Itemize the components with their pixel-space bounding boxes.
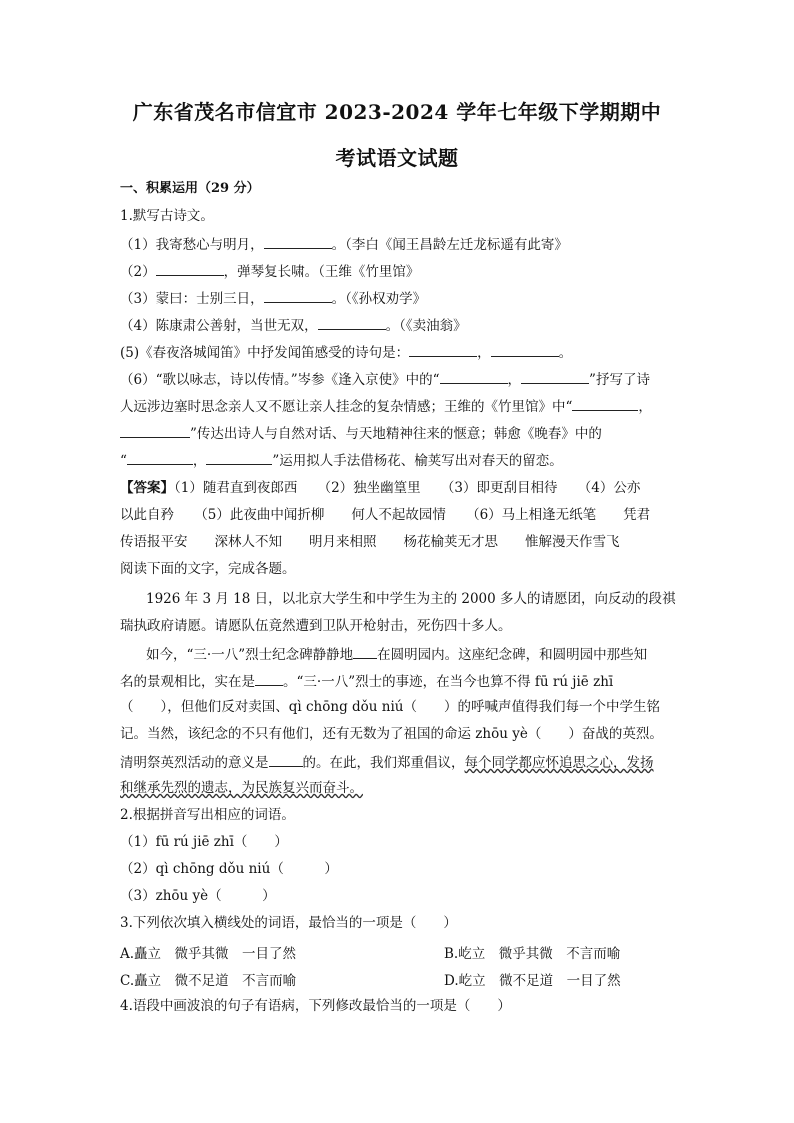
q1-item4: [120, 315, 467, 335]
answer-blank: [127, 450, 193, 465]
section-heading: 一、积累运用（29 分）: [120, 181, 260, 196]
passage-p1-line1: 1926 年 3 月 18 日，以北京大学生和中学生为主的 2000 多人的请愿团，向反动的段祺: [146, 591, 676, 607]
q1-item6-line2: [120, 396, 652, 416]
answer-blank: [264, 234, 332, 249]
passage-p1-line2: 瑞执政府请愿。请愿队伍竟然遭到卫队开枪射击，死伤四十多人。: [120, 618, 512, 634]
q1-item2-text-a: （2）: [120, 264, 156, 280]
q3-option-d: D.屹立 微不足道 一目了然: [444, 973, 621, 989]
passage-p2-line2: [120, 671, 613, 691]
page-title-line1: 广东省茂名市信宜市 2023-2024 学年七年级下学期期中: [132, 100, 662, 124]
answer-blank: [409, 342, 477, 357]
q1-item6-line1: [120, 369, 650, 389]
passage-text: 名的景观相比，实在是: [120, 674, 255, 690]
answer-blank: [521, 369, 589, 384]
answer-blank: [264, 288, 332, 303]
passage-text: 在圆明园内。这座纪念碑，和圆明园中那些知: [377, 647, 648, 663]
q1-item4-text-a: （4）陈康肃公善射，当世无双，: [120, 318, 318, 334]
q2-item3: （3）zhōu yè（ ）: [120, 888, 276, 904]
fill-blank: [353, 644, 377, 659]
passage-p2-line3: （ ），但他们反对卖国、qì chōng dǒu niú（ ）的呼喊声值得我们每一个中学生铭: [120, 699, 660, 715]
answer-blank: [120, 423, 190, 438]
q1-item6-text-a: （6）“歌以咏志，诗以传情。”岑参《逢入京使》中的“: [120, 372, 440, 388]
q1-item3-text-b: 。（《孙权劝学》: [331, 291, 427, 307]
q4-stem: 4.语段中画波浪的句子有语病，下列修改最恰当的一项是（ ）: [120, 998, 511, 1014]
q1-item3-text-a: （3）蒙曰：士别三日，: [120, 291, 264, 307]
q1-item5-text-c: 。: [558, 345, 573, 361]
q3-option-a: A.矗立 微乎其微 一目了然: [120, 946, 297, 962]
answer-tag: 【答案】: [120, 480, 174, 496]
answer-blank: [491, 342, 559, 357]
q1-item4-text-b: 。（《卖油翁》: [385, 318, 467, 334]
q3-option-b: B.屹立 微乎其微 不言而喻: [444, 946, 621, 962]
answer-blank: [440, 369, 508, 384]
q1-item5-text-b: ，: [477, 345, 491, 361]
passage-p2-line1: [146, 644, 647, 664]
q1-item2-text-b: ，弹琴复长啸。（王维《竹里馆》: [223, 264, 420, 280]
q1-item5: [120, 342, 572, 362]
q3-stem: 3.下列依次填入横线处的词语，最恰当的一项是（ ）: [120, 915, 457, 931]
passage-p2-line4: 记。当然，该纪念的不只有他们，还有无数为了祖国的命运 zhōu yè（ ）奋战的英烈。: [120, 726, 663, 742]
q2-stem: 2.根据拼音写出相应的词语。: [120, 807, 295, 823]
q1-item6-text-i: ”运用拟人手法借杨花、榆荚写出对春天的留恋。: [272, 453, 563, 469]
q2-item2: （2）qì chōng dǒu niú（ ）: [120, 861, 338, 877]
q1-item6-line3: [120, 423, 602, 443]
fill-blank: [269, 752, 303, 767]
q1-item6-text-b: ，: [507, 372, 522, 388]
passage-text: 的。在此，我们郑重倡议，: [302, 755, 465, 771]
q1-item1-text-a: （1）我寄愁心与明月，: [120, 237, 264, 253]
page-title-line2: 考试语文试题: [335, 146, 459, 170]
answer-blank: [206, 450, 272, 465]
q1-item6-text-g: “: [120, 453, 127, 469]
q1-item6-text-d: 人远涉边塞时思念亲人又不愿让亲人挂念的复杂情感；王维的《竹里馆》中“: [120, 399, 573, 415]
answer-blank: [156, 261, 224, 276]
q2-item1: （1）fū rú jiē zhī（ ）: [120, 834, 288, 850]
q1-item6-text-e: ，: [638, 399, 652, 415]
answer-blank: [318, 315, 386, 330]
q1-item5-text-a: (5)《春夜洛城闻笛》中抒发闻笛感受的诗句是：: [120, 345, 410, 361]
q1-item6-text-c: ”抒写了诗: [589, 372, 650, 388]
answer-blank: [572, 396, 638, 411]
q1-item1-text-b: 。（李白《闻王昌龄左迁龙标遥有此寄》: [331, 237, 568, 253]
q1-item6-text-f: ”传达出诗人与自然对话、与天地精神往来的惬意；韩愈《晚春》中的: [190, 426, 602, 442]
passage-p2-line5: [120, 752, 654, 772]
passage-text: 如今，“三·一八”烈士纪念碑静静地: [146, 647, 354, 663]
q1-item6-line4: [120, 450, 563, 470]
passage-text: 。“三·一八”烈士的事迹，在当今也算不得 fū rú jiē zhī: [283, 674, 614, 690]
wavy-underlined-sentence: 每个同学都应怀追思之心，发扬: [464, 755, 654, 771]
answer-text-1: （1）随君直到夜郎西 （2）独坐幽篁里 （3）即更刮目相待 （4）公亦: [174, 480, 641, 496]
reading-intro: 阅读下面的文字，完成各题。: [120, 561, 296, 577]
fill-blank: [255, 671, 283, 686]
answer-line3: 传语报平安 深林人不知 明月来相照 杨花榆荚无才思 惟解漫天作雪飞: [120, 534, 620, 550]
passage-p2-line6: [120, 779, 363, 797]
q1-item3: [120, 288, 426, 308]
wavy-underlined-sentence-end: 和继承先烈的遗志，为民族复兴而奋斗。: [120, 780, 363, 796]
q3-option-c: C.矗立 微不足道 不言而喻: [120, 973, 297, 989]
answer-line2: 以此自矜 （5）此夜曲中闻折柳 何人不起故园情 （6）马上相逢无纸笔 凭君: [120, 507, 651, 523]
q1-item2: [120, 261, 419, 281]
passage-text: 清明祭英烈活动的意义是: [120, 755, 269, 771]
q1-item1: [120, 234, 568, 254]
answer-line1: [120, 479, 640, 497]
q1-stem: 1.默写古诗文。: [120, 208, 214, 224]
q1-item6-text-h: ，: [192, 453, 207, 469]
